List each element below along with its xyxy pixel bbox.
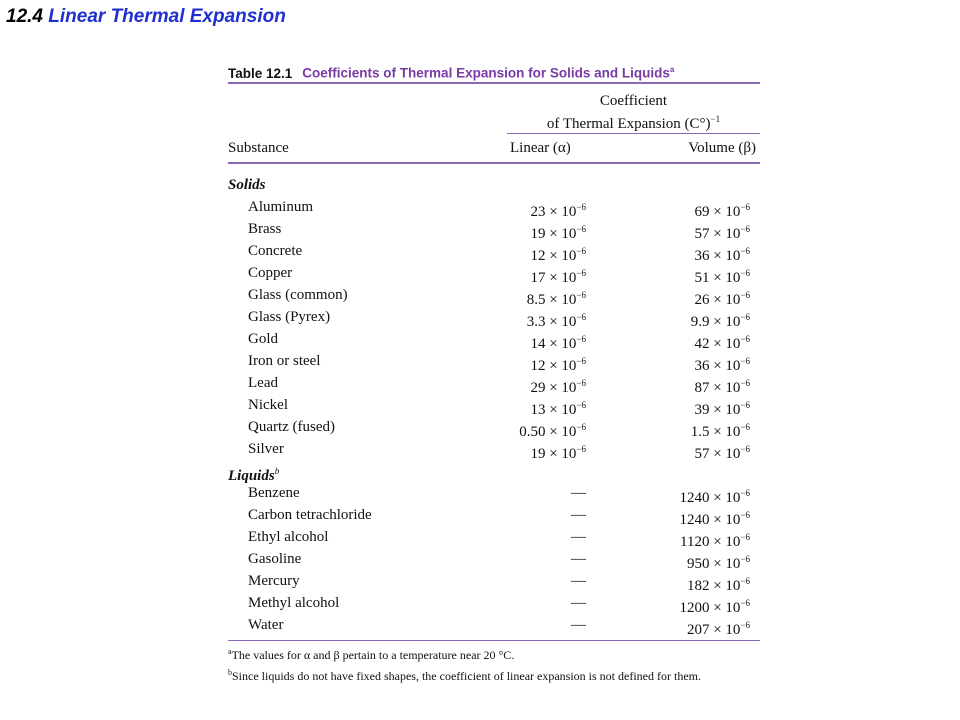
table-row <box>228 350 760 372</box>
col-substance: Substance <box>228 140 289 156</box>
volume-value: $39 \times 10^{-6}$ <box>694 399 750 418</box>
volume-value: $42 \times 10^{-6}$ <box>694 333 750 352</box>
footnote-b-text: Since liquids do not have fixed shapes, the coefficient of linear expansion is not defined for them. <box>232 669 701 683</box>
substance-name: Aluminum <box>248 198 314 215</box>
volume-value: $1240 \times 10^{-6}$ <box>679 487 750 506</box>
linear-value: $12 \times 10^{-6}$ <box>530 355 586 374</box>
footnote-a <box>228 643 760 664</box>
col-volume: Volume (β) <box>688 140 756 156</box>
table-row <box>228 526 760 548</box>
slide-title <box>6 6 286 28</box>
substance-name: Ethyl alcohol <box>248 528 329 545</box>
linear-value: $13 \times 10^{-6}$ <box>530 399 586 418</box>
table-label: Table 12.1 <box>228 65 293 81</box>
volume-value: $57 \times 10^{-6}$ <box>694 223 750 242</box>
volume-value: $950 \times 10^{-6}$ <box>686 553 750 572</box>
footnote-a-text: The values for α and β pertain to a temperature near 20 °C. <box>231 648 515 662</box>
substance-name: Methyl alcohol <box>248 594 340 611</box>
coefficient-header-line2: of Thermal Expansion (C°) <box>546 116 711 132</box>
table-row <box>228 614 760 636</box>
footnote-a-marker: a <box>228 647 232 656</box>
substance-name: Glass (common) <box>248 286 348 303</box>
coefficient-header-exp: −1 <box>710 114 721 124</box>
linear-value: $29 \times 10^{-6}$ <box>530 377 586 396</box>
coefficient-header <box>507 92 760 133</box>
expansion-table <box>228 58 760 685</box>
section-title: Linear Thermal Expansion <box>48 6 286 27</box>
liquids-label: Liquids <box>228 467 275 484</box>
linear-value: — <box>571 616 586 633</box>
linear-value: $3.3 \times 10^{-6}$ <box>526 311 586 330</box>
substance-name: Silver <box>248 440 284 457</box>
volume-value: $1120 \times 10^{-6}$ <box>680 531 750 550</box>
volume-value: $1240 \times 10^{-6}$ <box>679 509 750 528</box>
volume-value: $1.5 \times 10^{-6}$ <box>690 421 750 440</box>
substance-name: Carbon tetrachloride <box>248 506 372 523</box>
column-headers <box>228 134 760 162</box>
volume-value: $1200 \times 10^{-6}$ <box>679 597 750 616</box>
substance-name: Quartz (fused) <box>248 418 336 435</box>
linear-value: $8.5 \times 10^{-6}$ <box>526 289 586 308</box>
substance-name: Glass (Pyrex) <box>248 308 331 325</box>
table-row <box>228 438 760 460</box>
volume-value: $36 \times 10^{-6}$ <box>694 355 750 374</box>
linear-value: $23 \times 10^{-6}$ <box>530 201 586 220</box>
linear-value: $14 \times 10^{-6}$ <box>530 333 586 352</box>
table-row <box>228 394 760 416</box>
linear-value: — <box>571 484 586 501</box>
table-row <box>228 592 760 614</box>
table-row <box>228 570 760 592</box>
volume-value: $57 \times 10^{-6}$ <box>694 443 750 462</box>
substance-name: Lead <box>248 374 278 391</box>
volume-value: $9.9 \times 10^{-6}$ <box>690 311 750 330</box>
table-row <box>228 504 760 526</box>
section-number: 12.4 <box>6 6 43 27</box>
footnote-b-marker: b <box>228 668 232 677</box>
substance-name: Concrete <box>248 242 303 259</box>
linear-value: $12 \times 10^{-6}$ <box>530 245 586 264</box>
linear-value: $19 \times 10^{-6}$ <box>530 223 586 242</box>
table-row <box>228 218 760 240</box>
volume-value: $69 \times 10^{-6}$ <box>694 201 750 220</box>
substance-name: Brass <box>248 220 282 237</box>
volume-value: $182 \times 10^{-6}$ <box>686 575 750 594</box>
substance-name: Gasoline <box>248 550 302 567</box>
table-row <box>228 196 760 218</box>
substance-name: Nickel <box>248 396 288 413</box>
substance-name: Copper <box>248 264 293 281</box>
footnotes <box>228 643 760 685</box>
substance-name: Benzene <box>248 484 300 501</box>
table-row <box>228 328 760 350</box>
table-caption <box>228 58 760 82</box>
bottom-rule <box>228 640 760 642</box>
header-group <box>228 84 760 134</box>
substance-name: Iron or steel <box>248 352 321 369</box>
table-row <box>228 240 760 262</box>
liquids-note-marker: b <box>274 465 280 476</box>
linear-value: $17 \times 10^{-6}$ <box>530 267 586 286</box>
volume-value: $207 \times 10^{-6}$ <box>686 619 750 638</box>
table-row <box>228 372 760 394</box>
volume-value: $51 \times 10^{-6}$ <box>694 267 750 286</box>
substance-name: Mercury <box>248 572 300 589</box>
linear-value: $19 \times 10^{-6}$ <box>530 443 586 462</box>
substance-name: Gold <box>248 330 278 347</box>
footnote-b <box>228 664 760 685</box>
table-row <box>228 548 760 570</box>
table-row <box>228 306 760 328</box>
table-row <box>228 262 760 284</box>
linear-value: $0.50 \times 10^{-6}$ <box>519 421 586 440</box>
substance-name: Water <box>248 616 284 633</box>
linear-value: — <box>571 594 586 611</box>
coefficient-header-line1: Coefficient <box>599 93 668 109</box>
table-row <box>228 482 760 504</box>
volume-value: $26 \times 10^{-6}$ <box>694 289 750 308</box>
table-row <box>228 416 760 438</box>
col-linear: Linear (α) <box>510 140 571 156</box>
volume-value: $87 \times 10^{-6}$ <box>694 377 750 396</box>
linear-value: — <box>571 572 586 589</box>
table-row <box>228 284 760 306</box>
liquids-rows <box>228 482 760 636</box>
linear-value: — <box>571 550 586 567</box>
linear-value: — <box>571 506 586 523</box>
solids-rows <box>228 196 760 460</box>
linear-value: — <box>571 528 586 545</box>
section-liquids <box>228 460 760 482</box>
section-solids: Solids <box>228 176 266 193</box>
caption-note-marker: a <box>669 65 675 74</box>
table-caption-text: Coefficients of Thermal Expansion for Solids and Liquids <box>302 65 670 81</box>
header-rule <box>228 162 760 164</box>
volume-value: $36 \times 10^{-6}$ <box>694 245 750 264</box>
